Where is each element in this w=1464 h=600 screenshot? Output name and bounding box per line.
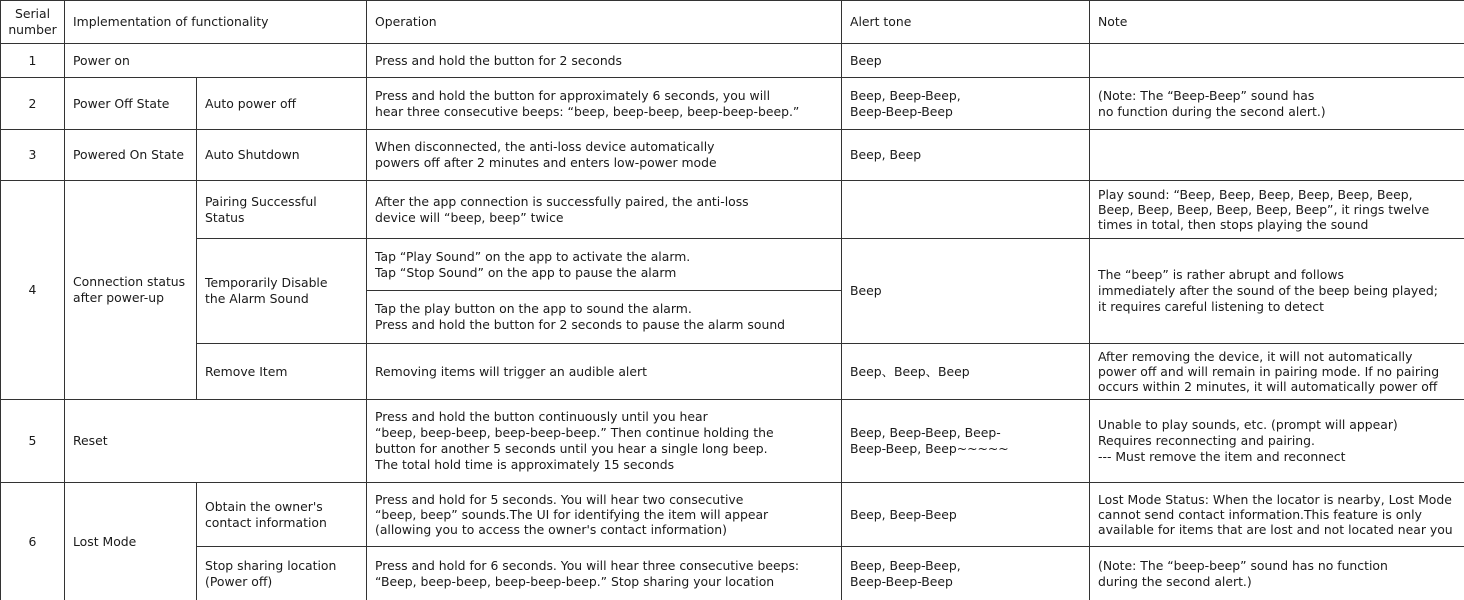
table-row	[1, 483, 1464, 547]
note-cell: Unable to play sounds, etc. (prompt will appear) Requires reconnecting and pairing. --- Must remove the item and reconnect	[1090, 400, 1464, 483]
note-cell	[1090, 44, 1464, 78]
operation-cell: Tap “Play Sound” on the app to activate the alarm. Tap “Stop Sound” on the app to pause the alarm	[367, 239, 842, 291]
sub-function-cell: Auto Shutdown	[197, 130, 367, 181]
table-row	[1, 344, 1464, 400]
serial-cell: 1	[1, 44, 65, 78]
alert-cell: Beep, Beep-Beep	[842, 483, 1090, 547]
sub-function-cell: Temporarily Disable the Alarm Sound	[197, 239, 367, 344]
note-cell: The “beep” is rather abrupt and follows immediately after the sound of the beep being played; it requires careful listening to detect	[1090, 239, 1464, 344]
state-cell: Lost Mode	[65, 483, 197, 600]
note-cell: (Note: The “beep-beep” sound has no function during the second alert.)	[1090, 547, 1464, 600]
note-cell: Lost Mode Status: When the locator is nearby, Lost Mode cannot send contact information.This feature is only available for items that are lost and not located near you	[1090, 483, 1464, 547]
alert-cell: Beep, Beep	[842, 130, 1090, 181]
state-cell: Connection status after power-up	[65, 181, 197, 400]
operation-cell: Press and hold the button continuously until you hear “beep, beep-beep, beep-beep-beep.” Then continue holding the button for another 5 seconds until you hear a single long beep. The total hold time is approximately 15 seconds	[367, 400, 842, 483]
operation-cell: Tap the play button on the app to sound the alarm. Press and hold the button for 2 seconds to pause the alarm sound	[367, 291, 842, 344]
table-row	[1, 547, 1464, 600]
table-row	[1, 78, 1464, 130]
table-row	[1, 239, 1464, 291]
operation-cell: When disconnected, the anti-loss device automatically powers off after 2 minutes and enters low-power mode	[367, 130, 842, 181]
sub-function-cell: Obtain the owner's contact information	[197, 483, 367, 547]
note-cell: After removing the device, it will not automatically power off and will remain in pairing mode. If no pairing occurs within 2 minutes, it will automatically power off	[1090, 344, 1464, 400]
header-row	[1, 1, 1464, 44]
operation-cell: Press and hold for 5 seconds. You will hear two consecutive “beep, beep” sounds.The UI for identifying the item will appear (allowing you to access the owner's contact information)	[367, 483, 842, 547]
header-operation: Operation	[367, 1, 842, 44]
state-cell: Power Off State	[65, 78, 197, 130]
table-row	[1, 44, 1464, 78]
table-row	[1, 130, 1464, 181]
sub-function-cell: Auto power off	[197, 78, 367, 130]
alert-cell: Beep	[842, 239, 1090, 344]
note-cell: Play sound: “Beep, Beep, Beep, Beep, Beep, Beep, Beep, Beep, Beep, Beep, Beep, Beep”, it rings twelve times in total, then stops playing the sound	[1090, 181, 1464, 239]
state-cell: Powered On State	[65, 130, 197, 181]
sub-function-cell: Stop sharing location (Power off)	[197, 547, 367, 600]
header-implementation: Implementation of functionality	[65, 1, 367, 44]
operation-cell: Press and hold the button for 2 seconds	[367, 44, 842, 78]
serial-cell: 4	[1, 181, 65, 400]
sub-function-cell: Pairing Successful Status	[197, 181, 367, 239]
alert-cell: Beep	[842, 44, 1090, 78]
alert-cell: Beep、Beep、Beep	[842, 344, 1090, 400]
function-cell: Reset	[65, 400, 367, 483]
header-serial: Serial number	[1, 1, 65, 44]
alert-cell: Beep, Beep-Beep, Beep- Beep-Beep, Beep~~~~~	[842, 400, 1090, 483]
serial-cell: 3	[1, 130, 65, 181]
note-cell	[1090, 130, 1464, 181]
operation-cell: After the app connection is successfully paired, the anti-loss device will “beep, beep” twice	[367, 181, 842, 239]
serial-cell: 6	[1, 483, 65, 600]
serial-cell: 2	[1, 78, 65, 130]
sub-function-cell: Remove Item	[197, 344, 367, 400]
alert-cell: Beep, Beep-Beep, Beep-Beep-Beep	[842, 78, 1090, 130]
serial-cell: 5	[1, 400, 65, 483]
table-row	[1, 400, 1464, 483]
function-cell: Power on	[65, 44, 367, 78]
header-alert-tone: Alert tone	[842, 1, 1090, 44]
note-cell: (Note: The “Beep-Beep” sound has no function during the second alert.)	[1090, 78, 1464, 130]
table-row	[1, 181, 1464, 239]
operation-cell: Press and hold the button for approximately 6 seconds, you will hear three consecutive beeps: “beep, beep-beep, beep-beep-beep.”	[367, 78, 842, 130]
header-note: Note	[1090, 1, 1464, 44]
alert-cell	[842, 181, 1090, 239]
operation-cell: Press and hold for 6 seconds. You will hear three consecutive beeps: “Beep, beep-beep, beep-beep-beep.” Stop sharing your location	[367, 547, 842, 600]
alert-cell: Beep, Beep-Beep, Beep-Beep-Beep	[842, 547, 1090, 600]
operation-cell: Removing items will trigger an audible alert	[367, 344, 842, 400]
